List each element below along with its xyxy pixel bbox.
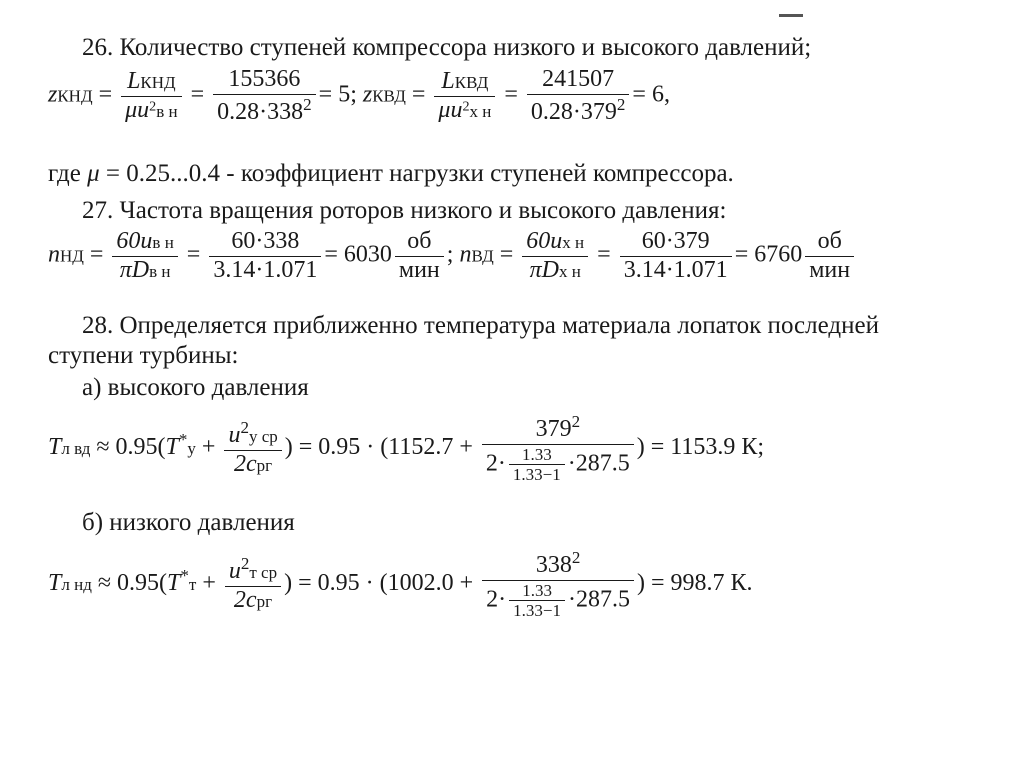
frac-vd-values: $\frac{60\cdot 379}{3.14\cdot 1.071}$	[620, 228, 732, 284]
item-28a-formula: Tл вд ≈ 0.95(T*у + $\frac{u^2у ср}{\text{2cрг}}$ ) = 0.95 · (1152.7 + $379^2$ 2· $\frac{1.33}{1.33-1}$ ·287.5 ) = 1153.9 К;	[48, 412, 765, 485]
frac-u-y: $\frac{u^2у ср}{\text{2cрг}}$	[224, 418, 281, 478]
item-28-heading-line1: 28. Определяется приближенно температура материала лопаток последней	[82, 312, 879, 339]
frac-nd-values: $\frac{60\cdot 338}{3.14\cdot 1.071}$	[209, 228, 321, 284]
item-28b-formula: Tл нд ≈ 0.95(T*т + $\frac{u^2т ср}{\text{2cрг}}$ ) = 0.95 · (1002.0 + $338^2$ 2· $\frac{1.33}{1.33-1}$ ·287.5 ) = 998.7 К.	[48, 548, 753, 621]
item-27-formula: nНД = $\frac{\text{60uв н}}{\text{πDв н}}$ = $\frac{60\cdot 338}{3.14\cdot 1.071}$ = 6030 $\frac{об}{\text{мин}}$ ; nВД = $\frac{\text{60uх н}}{\text{πDх н}}$ = $\frac{60\cdot 379}{3.14\cdot 1.071}$ = 6760 $\frac{об}{\text{мин}}$	[48, 228, 857, 284]
frac-knd-values: $\frac{155366}{0.28\cdot 338^2}$	[213, 66, 316, 126]
item-27-heading: 27. Частота вращения роторов низкого и высокого давления:	[82, 197, 727, 224]
item-26-heading: 26. Количество ступеней компрессора низкого и высокого давлений;	[82, 34, 812, 61]
frac-L-knd: $\frac{\text{LКНД}}{\mu u^2в н}$	[121, 68, 182, 124]
frac-kvd-values: $\frac{241507}{0.28\cdot 379^2}$	[527, 66, 630, 126]
frac-n-nd: $\frac{\text{60uв н}}{\text{πDв н}}$	[112, 228, 177, 284]
frac-L-kvd: $\frac{\text{LКВД}}{\mu u^2х н}$	[434, 68, 495, 124]
item-28-sub-a: а) высокого давления	[82, 374, 309, 401]
frac-338sq: $338^2$ 2· $\frac{1.33}{1.33-1}$ ·287.5	[482, 548, 634, 621]
where-line: где μ = 0.25...0.4 - коэффициент нагрузки ступеней компрессора.	[48, 160, 734, 187]
unit-ob-min-2: $\frac{об}{\text{мин}}$	[805, 228, 854, 284]
frac-379sq: $379^2$ 2· $\frac{1.33}{1.33-1}$ ·287.5	[482, 412, 634, 485]
unit-ob-min-1: $\frac{об}{\text{мин}}$	[395, 228, 444, 284]
item-28-sub-b: б) низкого давления	[82, 509, 295, 536]
top-dash-mark	[779, 14, 803, 17]
frac-u-t: $\frac{u^2т ср}{\text{2cрг}}$	[225, 554, 281, 614]
item-28-heading-line2: ступени турбины:	[48, 342, 239, 369]
item-26-formula: zКНД = $\frac{\text{LКНД}}{\mu u^2в н}$ = $\frac{155366}{0.28\cdot 338^2}$ = 5; zКВД = $\frac{\text{LКВД}}{\mu u^2х н}$ = $\frac{241507}{0.28\cdot 379^2}$ = 6,	[48, 66, 670, 125]
frac-n-vd: $\frac{\text{60uх н}}{\text{πDх н}}$	[522, 228, 588, 284]
